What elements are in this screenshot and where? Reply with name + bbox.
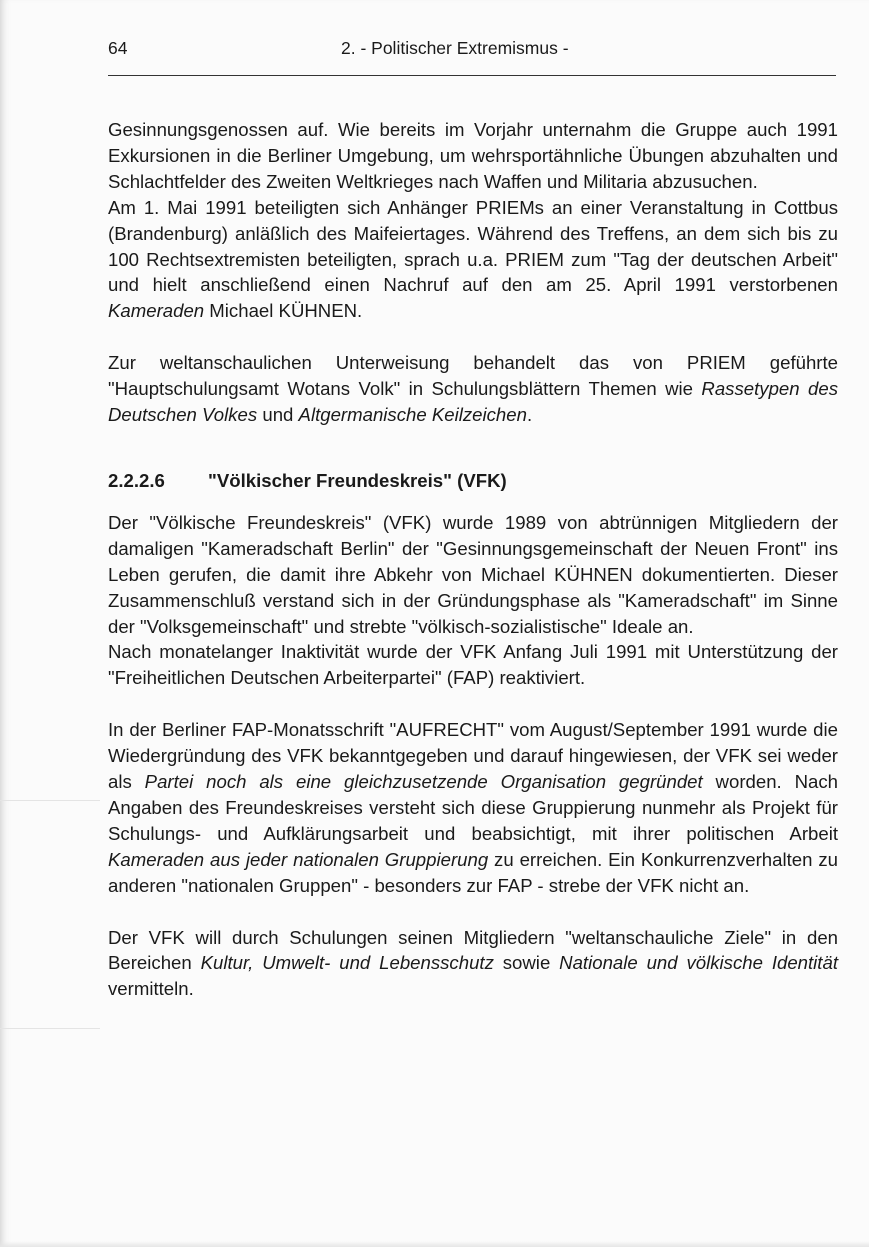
section-title: "Völkischer Freundeskreis" (VFK) xyxy=(208,469,507,491)
page-number: 64 xyxy=(108,38,128,58)
paragraph-6-italic-1: Partei noch als eine gleichzusetzende Organisation gegründet xyxy=(144,771,703,793)
paragraph-6-text-before: In der Berliner FAP-Monatsschrift "AUFRECHT" vom August/September 1991 wurde die Wiedergründung des VFK bekanntgegeben und darauf hingewiesen, der VFK sei weder als xyxy=(108,719,838,793)
paragraph-1 xyxy=(108,117,838,195)
paragraph-5 xyxy=(108,639,838,691)
section-number: 2.2.2.6 xyxy=(108,469,165,491)
paragraph-2 xyxy=(108,195,838,325)
paragraph-3 xyxy=(108,350,838,428)
paragraph-5-text: Nach monatelanger Inaktivität wurde der VFK Anfang Juli 1991 mit Unterstützung der "Freiheitlichen Deutschen Arbeiterpartei" (FAP) reaktiviert. xyxy=(108,641,838,689)
paragraph-1-text: Gesinnungsgenossen auf. Wie bereits im Vorjahr unternahm die Gruppe auch 1991 Exkursionen in die Berliner Umgebung, um wehrsportähnliche Übungen abzuhalten und Schlachtfelder des Zweiten Weltkrieges nach Waffen und Militaria abzusuchen. xyxy=(108,119,838,192)
paragraph-6-text-after: zu erreichen. Ein Konkurrenzverhalten zu anderen "nationalen Gruppen" - besonders zur FAP - strebe der VFK nicht an. xyxy=(108,848,838,896)
page-bottom-edge xyxy=(0,1241,869,1247)
paragraph-4 xyxy=(108,510,838,640)
paragraph-7-italic-1: Kultur, Umwelt- und Lebensschutz xyxy=(200,952,494,974)
paragraph-7-text-before: Der VFK will durch Schulungen seinen Mitgliedern "weltanschauliche Ziele" in den Bereichen xyxy=(108,926,838,974)
paragraph-6 xyxy=(108,717,838,898)
paragraph-7-italic-2: Nationale und völkische Identität xyxy=(559,952,838,974)
paragraph-6-text-mid: worden. Nach Angaben des Freundeskreises versteht sich diese Gruppierung nunmehr als Projekt für Schulungs- und Aufklärungsarbeit und beabsichtigt, mit ihrer politischen Arbeit xyxy=(108,771,839,844)
page-header xyxy=(108,38,836,62)
section-heading xyxy=(108,468,838,494)
paragraph-7-text-after: vermitteln. xyxy=(108,978,194,1000)
body-text xyxy=(108,117,838,1002)
paragraph-2-text-before: Am 1. Mai 1991 beteiligten sich Anhänger PRIEMs an einer Veranstaltung in Cottbus (Brandenburg) anläßlich des Maifeiertages. Während des Treffens, an dem sich bis zu 100 Rechtsextremisten beteiligten, sprach u.a. PRIEM zum "Tag der deutschen Arbeit" und hielt anschließend einen Nachruf auf den am 25. April 1991 verstorbenen xyxy=(108,196,838,296)
paragraph-2-text-after: Michael KÜHNEN. xyxy=(204,300,363,322)
paragraph-7 xyxy=(108,925,838,1003)
paragraph-2-italic: Kameraden xyxy=(108,300,205,322)
paragraph-3-italic-2: Altgermanische Keilzeichen xyxy=(298,404,527,426)
paragraph-4-text: Der "Völkische Freundeskreis" (VFK) wurde 1989 von abtrünnigen Mitgliedern der damaligen "Kameradschaft Berlin" der "Gesinnungsgemeinschaft der Neuen Front" ins Leben gerufen, die damit ihre Abkehr von Michael KÜHNEN dokumentierten. Dieser Zusammenschluß verstand sich in der Gründungsphase als "Kameradschaft" im Sinne der "Volksgemeinschaft" und strebte "völkisch-sozialistische" Ideale an. xyxy=(108,511,838,637)
paragraph-3-text-mid: und xyxy=(257,404,299,426)
scan-artifact-line xyxy=(0,800,100,801)
paragraph-6-italic-2: Kameraden aus jeder nationalen Gruppierung xyxy=(108,848,489,870)
paragraph-7-text-mid: sowie xyxy=(493,952,560,974)
paragraph-3-text-after: . xyxy=(526,404,533,426)
running-title: 2. - Politischer Extremismus - xyxy=(341,38,569,58)
paragraph-3-italic-1: Rassetypen des Deutschen Volkes xyxy=(108,378,838,426)
paragraph-3-text-before: Zur weltanschaulichen Unterweisung behandelt das von PRIEM geführte "Hauptschulungsamt Wotans Volk" in Schulungsblättern Themen wie xyxy=(108,352,838,400)
scan-artifact-line xyxy=(0,1028,100,1029)
header-divider xyxy=(108,75,836,76)
